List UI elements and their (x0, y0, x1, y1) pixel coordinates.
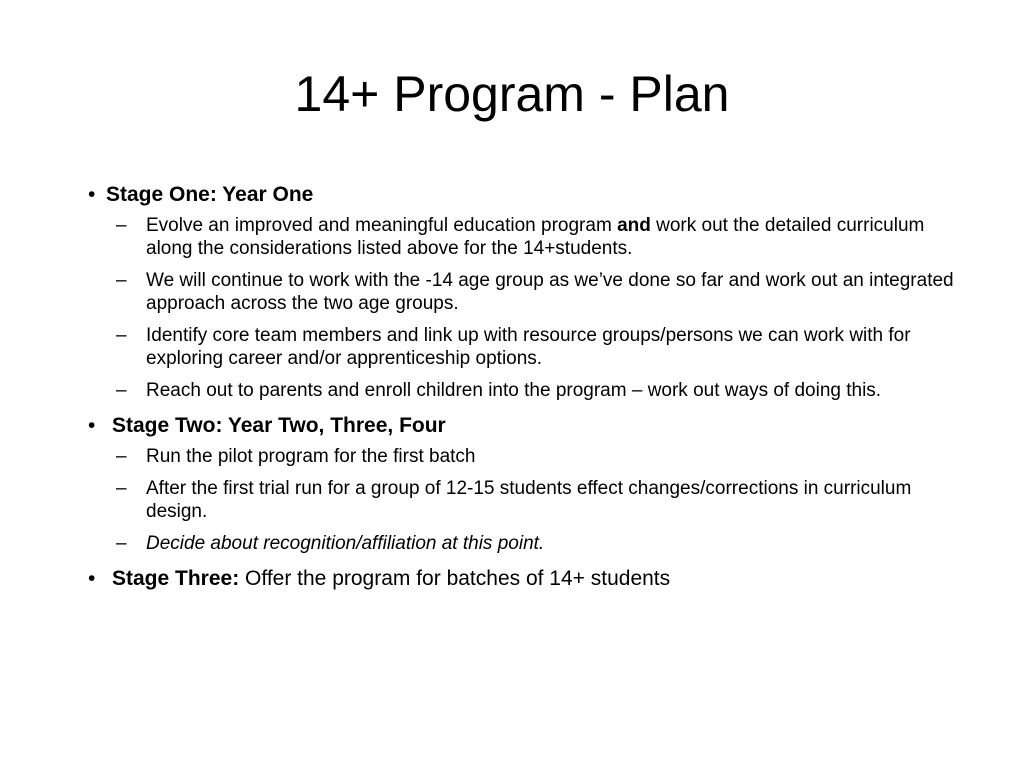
item-text: After the first trial run for a group of 12-15 students effect changes/corrections in curriculum design. (146, 478, 912, 522)
stage-three-text: Offer the program for batches of 14+ students (239, 567, 671, 590)
slide-content (66, 180, 976, 596)
item-text: Evolve an improved and meaningful education program (146, 215, 618, 236)
item-text: Reach out to parents and enroll children into the program – work out ways of doing this. (146, 380, 882, 401)
item-text: We will continue to work with the -14 age group as we’ve done so far and work out an integrated approach across the two age groups. (146, 270, 954, 314)
dash-icon: – (116, 380, 127, 401)
slide-title: 14+ Program - Plan (294, 66, 730, 122)
stage-two-heading: Stage Two: Year Two, Three, Four (112, 414, 446, 437)
dash-icon: – (116, 478, 127, 499)
bullet-icon: • (88, 567, 96, 590)
stage-one-item-3 (66, 324, 976, 370)
stage-one-item-1 (66, 214, 976, 260)
dash-icon: – (116, 325, 127, 346)
item-text: Identify core team members and link up with resource groups/persons we can work with for exploring career and/or apprenticeship options. (146, 325, 911, 369)
dash-icon: – (116, 215, 127, 236)
stage-one-list (66, 214, 976, 402)
dash-icon: – (116, 446, 127, 467)
bullet-stage-two (66, 411, 976, 441)
stage-two-item-2 (66, 477, 976, 523)
dash-icon: – (116, 270, 127, 291)
stage-two-item-3 (66, 532, 976, 555)
stage-one-heading: Stage One: Year One (106, 183, 314, 206)
bullet-stage-one (66, 180, 976, 210)
bullet-stage-three (66, 564, 976, 594)
stage-two-item-1 (66, 445, 976, 468)
bullet-icon: • (88, 414, 96, 437)
stage-one-item-4 (66, 379, 976, 402)
item-text: Decide about recognition/affiliation at this point. (146, 533, 545, 554)
stage-three-heading: Stage Three: (112, 567, 240, 590)
dash-icon: – (116, 533, 127, 554)
stage-one-item-2 (66, 269, 976, 315)
stage-two-list (66, 445, 976, 555)
item-text: Run the pilot program for the first batch (146, 446, 476, 467)
item-text: work out the detailed curriculum along the considerations listed above for the 14+students. (146, 215, 925, 259)
item-bold-text: and (617, 215, 651, 236)
bullet-icon: • (88, 183, 96, 206)
